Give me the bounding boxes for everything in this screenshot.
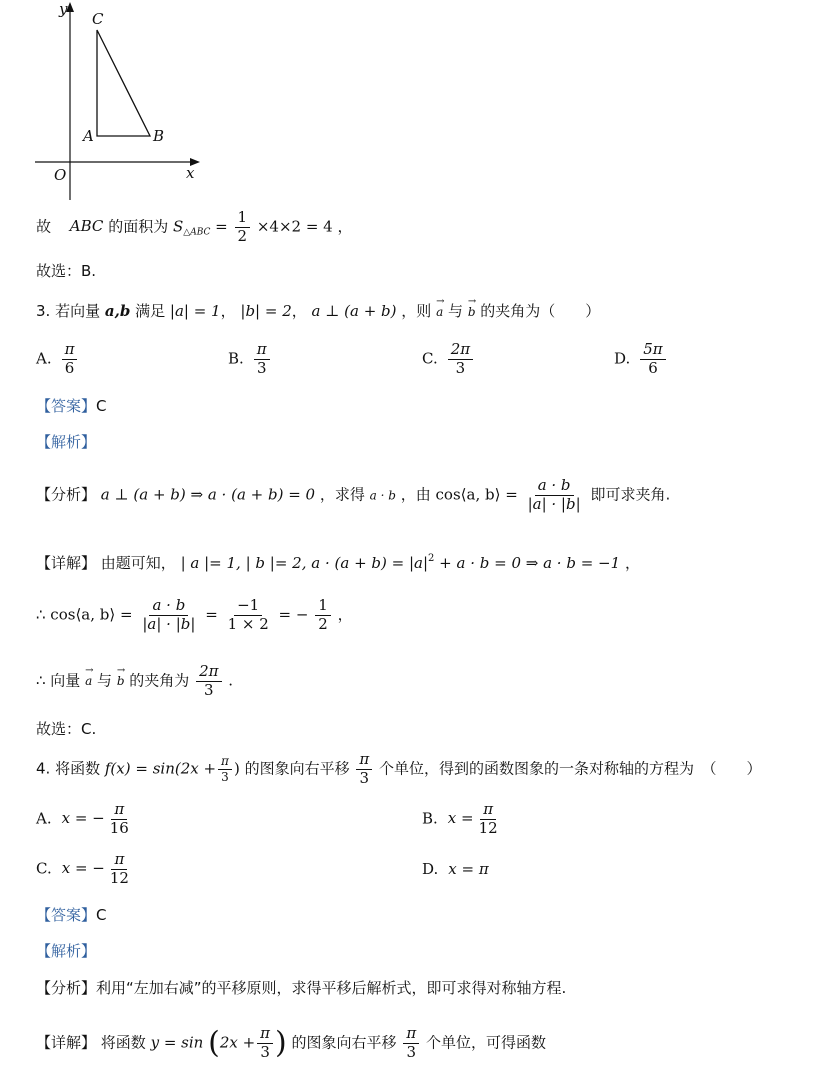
q3-cond1: |a| = 1 [169,302,221,320]
q3-concl-end: . [228,671,234,690]
q4-xiangjie-inner: 2x + [219,1033,256,1052]
q3-cos-prefix: ∴ cos⟨a, b⟩ = [36,605,133,624]
q4-xiangjie-prefix: 将函数 [100,1033,146,1052]
area-text: 的面积为 [108,217,169,236]
q3-cond3: a ⊥ (a + b) [311,302,397,320]
area-eq: = [215,217,228,236]
q4-option-a[interactable]: A. x = − $\frac{\pi}{16}$ [36,800,129,837]
q3-fenxi-mid: ，求得 [319,485,365,504]
q3-final: 故选：C. [36,720,97,738]
q3-cos-frac2: $\frac{-1}{1 \times 2}$ [227,596,269,633]
q3-xiangjie-math2: + a · b = 0 ⇒ a · b = −1 [434,554,621,572]
q4-option-b[interactable]: B. x = $\frac{\pi}{12}$ [422,800,498,837]
q3-xiangjie-end: ， [624,554,640,572]
origin-label: O [54,166,67,184]
area-line [36,210,353,245]
q4-shift-frac: $\frac{\pi}{3}$ [356,752,372,787]
q3-xiangjie-tag: 【详解】 [36,554,97,572]
q4-xiangjie-tag: 【详解】 [36,1033,97,1052]
q4-option-c[interactable]: C. x = − $\frac{\pi}{12}$ [36,850,129,887]
x-axis-label: x [186,164,195,182]
q3-fenxi [36,478,670,513]
q3-cos-eq2: = − [278,605,309,624]
q4-xiangjie-shift-frac: $\frac{\pi}{3}$ [403,1026,419,1061]
triangle-figure [30,0,210,205]
q3-cos-end: ， [337,605,353,624]
q3-prefix: 3. 若向量 [36,302,101,320]
q4-fenxi-text: 利用“左加右减”的平移原则，求得平移后解析式，即可求得对称轴方程. [96,979,567,997]
area-product: ×4×2 = 4 [256,217,333,236]
q3-mid2: ，则 [401,302,432,320]
q3-analysis-tag: 【解析】 [36,433,97,451]
q4-func-close: ) [233,759,240,778]
q4-xiangjie: 【详解】 将函数 y = sin (2x + $\frac{\pi}{3}$ ) 的图象向右平移 $\frac{\pi}{3}$ 个单位，可得函数 [36,1024,546,1061]
q3-concl-and: 与 [97,671,113,690]
q3-answer [36,395,107,416]
q4-xiangjie-func: y = sin [150,1033,204,1052]
q3-concl-frac: $\frac{2\pi}{3}$ [196,664,221,699]
q3-cos-line [36,598,353,633]
q3-cos-frac3: $\frac{1}{2}$ [315,598,331,633]
q3-mid1: 满足 [135,302,166,320]
q4-func: f(x) = sin(2x + [104,759,217,778]
q3-xiangjie-math: | a |= 1, | b |= 2, a · (a + b) = |a| [180,554,429,572]
q4-fenxi-tag: 【分析】 [36,979,97,997]
q3-answer-value: C [96,397,107,415]
q4-xiangjie-frac: $\frac{\pi}{3}$ [257,1026,273,1061]
q4-prefix: 4. 将函数 [36,759,101,778]
point-c-label: C [92,10,104,28]
q4-analysis-tag: 【解析】 [36,942,97,960]
q4-xiangjie-end: 个单位，可得函数 [425,1033,546,1052]
q3-xiangjie-sup: 2 [428,553,435,564]
q3-suffix: 的夹角为（ ） [480,302,601,320]
q4-fenxi [36,977,566,998]
q4-stem [36,752,762,787]
q4-mid: 的图象向右平移 [244,759,350,778]
q3-option-a[interactable]: A. $\frac{\pi}{6}$ [36,342,79,377]
q4-suffix: 个单位，得到的函数图象的一条对称轴的方程为 （ ） [379,759,762,778]
q3-cos-eq: = [205,605,218,624]
q3-fenxi-tag: 【分析】 [36,485,97,504]
q3-option-c[interactable]: C. $\frac{2\pi}{3}$ [422,342,475,377]
q3-vec-ab: a,b [104,302,131,320]
point-b-label: B [153,127,165,145]
q3-fenxi-math: a ⊥ (a + b) ⇒ a · (a + b) = 0 [100,485,316,504]
q3-fenxi-end: 即可求夹角. [590,485,671,504]
q4-answer [36,904,107,925]
point-a-label: A [83,127,94,145]
q3-fenxi-cos: cos⟨a, b⟩ = [435,485,518,504]
q3-fenxi-dot: a · b [369,488,396,503]
q3-cond2: |b| = 2 [240,302,292,320]
q4-func-frac: $\frac{\pi}{3}$ [218,755,232,783]
q4-xiangjie-mid: 的图象向右平移 [291,1033,397,1052]
q3-fenxi-mid2: ，由 [400,485,431,504]
q3-and: 与 [448,302,464,320]
q4-answer-tag: 【答案】 [36,906,97,924]
area-triangle: ABC [69,217,104,236]
q3-concl-mid: 的夹角为 [129,671,190,690]
area-lead: 故 [36,217,52,236]
area-s: S [173,217,184,236]
q3-conclusion: ∴ 向量 → a 与 → b 的夹角为 $\frac{2\pi}{3}$ . [36,664,233,699]
triangle-abc [97,30,150,136]
y-axis-label: y [59,0,68,18]
area-half: $\frac{1}{2}$ [235,210,251,245]
q3-option-b[interactable]: B. $\frac{\pi}{3}$ [228,342,272,377]
area-s-sub: △ABC [183,227,211,238]
q4-answer-value: C [96,906,107,924]
q3-stem: 3. 若向量 a,b 满足 |a| = 1， |b| = 2， a ⊥ (a + b) ，则 → a 与 → b 的夹角为（ ） [36,300,600,321]
q3-xiangjie-text: 由题可知， [100,554,176,572]
area-end: ， [337,217,353,236]
q3-cos-frac1: $\frac{a \cdot b}{|a| \cdot |b|}$ [142,596,196,633]
q3-option-d[interactable]: D. $\frac{5\pi}{6}$ [614,342,668,377]
q3-xiangjie [36,552,640,573]
answer-prev: 故选：B. [36,262,97,280]
q3-concl-prefix: ∴ 向量 [36,671,81,690]
q3-answer-tag: 【答案】 [36,397,97,415]
q3-fenxi-frac: $\frac{a \cdot b}{|a| \cdot |b|}$ [527,476,581,513]
q4-option-d[interactable]: D. x = π [422,860,489,878]
